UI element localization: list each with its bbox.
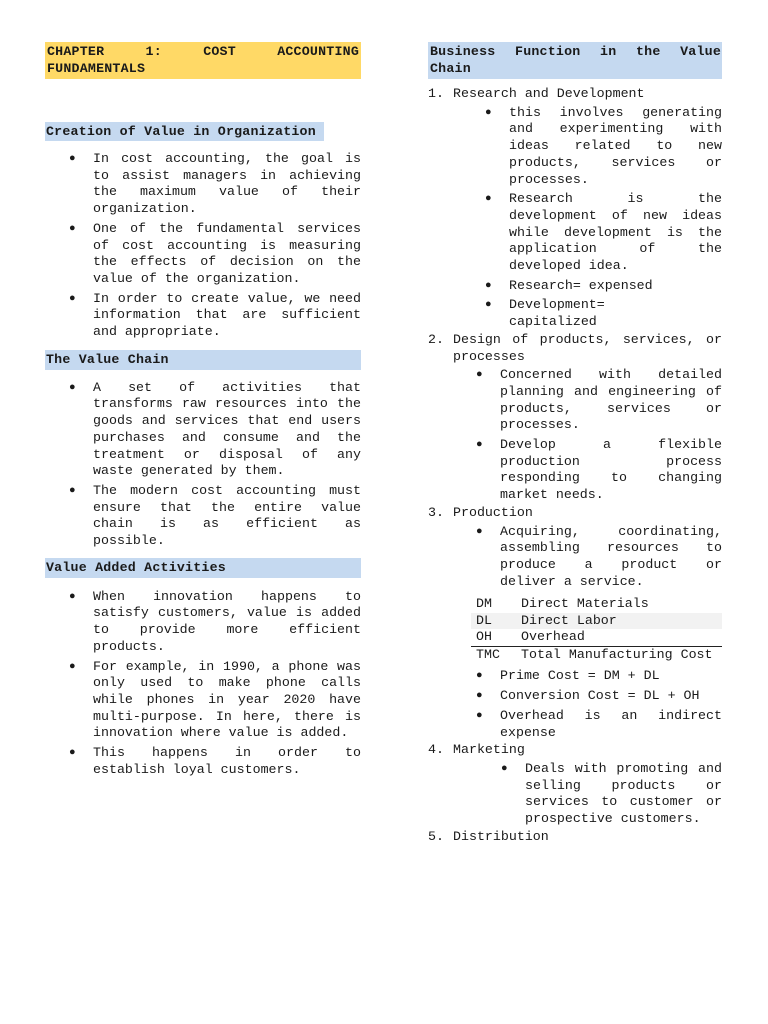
list-item: ● Overhead is an indirect expense (476, 707, 722, 740)
bullet-icon: ● (69, 747, 76, 760)
item-number: 2. (428, 331, 444, 347)
bullet-list-creation-of-value (45, 151, 361, 341)
bullet-icon: ● (69, 292, 76, 305)
table-row: DL Direct Labor (471, 613, 722, 630)
section-heading-value-added: Value Added Activities (45, 558, 361, 578)
list-item: ● A set of activities that transforms raw resources into the goods and services that end users purchases and consume and the treatment or disposal of any waste generated by them. (69, 379, 361, 479)
bullet-icon: ● (69, 153, 76, 165)
bullet-list-marketing (453, 761, 722, 828)
bullet-list-design (453, 367, 722, 504)
list-item: ● This happens in order to establish loyal customers. (69, 745, 361, 777)
abbreviation-table (471, 596, 722, 663)
list-item: ● When innovation happens to satisfy customers, value is added to provide more efficient products. (69, 588, 361, 654)
list-item-marketing (428, 742, 722, 828)
bullet-icon: ● (69, 381, 76, 394)
list-item: ● In cost accounting, the goal is to assist managers in achieving the maximum value of their organization. (69, 151, 361, 217)
business-function-heading: Business Function in the Value Chain (428, 42, 722, 79)
bullet-list-cost-formulas (428, 668, 722, 741)
table-row: DM Direct Materials (476, 596, 649, 612)
list-item-production (428, 505, 722, 591)
chapter-title: CHAPTER 1: COST ACCOUNTING FUNDAMENTALS (45, 42, 361, 79)
item-title: Research and Development (453, 86, 645, 101)
bullet-icon: ● (69, 590, 76, 603)
list-item: ● The modern cost accounting must ensure that the entire value chain is as efficient as possible. (69, 482, 361, 549)
list-item: ● Acquiring, coordinating, assembling resources to produce a product or deliver a service. (476, 523, 722, 589)
right-column (428, 42, 722, 845)
business-function-list-continued (428, 742, 722, 845)
bullet-list-production (453, 524, 722, 591)
bullet-icon: ● (69, 484, 76, 497)
list-item: ● Research is the development of new ideas while development is the application of the developed idea. (485, 191, 722, 274)
list-item: ● One of the fundamental services of cost accounting is measuring the effects of decision on the value of the organization. (69, 220, 361, 286)
bullet-icon: ● (476, 525, 483, 538)
bullet-icon: ● (476, 690, 483, 703)
list-item: ● In order to create value, we need information that are sufficient and appropriate. (69, 290, 361, 340)
item-title: Marketing (453, 742, 525, 758)
list-item: ● Develop a flexible production process responding to changing market needs. (476, 437, 722, 503)
business-function-list (428, 86, 722, 590)
list-item: ● Conversion Cost = DL + OH (476, 688, 700, 704)
bullet-list-research (453, 105, 722, 331)
list-item-distribution (428, 829, 722, 846)
list-item: ● Research= expensed (485, 277, 653, 293)
list-item: ● this involves generating and experimenting with ideas related to new products, services or processes. (485, 104, 722, 187)
list-item: ● For example, in 1990, a phone was only used to make phone calls while phones in year 2020 have multi-purpose. In here, there is innovation where value is added. (69, 658, 361, 741)
list-item-design (428, 332, 722, 504)
item-number: 1. (428, 86, 444, 101)
bullet-icon: ● (69, 222, 76, 235)
bullet-icon: ● (476, 709, 483, 722)
left-column (45, 42, 361, 782)
item-title: Design of products, services, or processes (453, 331, 722, 364)
bullet-icon: ● (69, 660, 76, 673)
list-item: ● Concerned with detailed planning and engineering of products, services or processes. (476, 367, 722, 433)
list-item: ● Deals with promoting and selling products or services to customer or prospective customers. (501, 760, 722, 827)
list-item-research-and-development (428, 86, 722, 331)
bullet-icon: ● (485, 299, 492, 312)
bullet-icon: ● (476, 369, 483, 382)
bullet-icon: ● (476, 439, 483, 452)
list-item: ● Development= capitalized (485, 297, 605, 330)
bullet-icon: ● (485, 193, 492, 206)
table-row: OH Overhead (476, 629, 585, 645)
section-heading-creation-of-value: Creation of Value in Organization (45, 122, 324, 141)
item-title: Production (453, 504, 533, 520)
bullet-list-value-chain (45, 380, 361, 550)
bullet-icon: ● (485, 106, 492, 119)
bullet-list-value-added (45, 589, 361, 779)
list-item: ● Prime Cost = DM + DL (476, 668, 660, 684)
item-title: Distribution (453, 828, 549, 844)
bullet-icon: ● (501, 762, 508, 775)
bullet-icon: ● (485, 279, 492, 292)
item-number: 4. (428, 742, 444, 758)
item-number: 3. (428, 504, 444, 520)
item-number: 5. (428, 828, 444, 844)
table-row: TMC Total Manufacturing Cost (471, 646, 722, 663)
section-heading-value-chain: The Value Chain (45, 350, 361, 370)
bullet-icon: ● (476, 670, 483, 683)
